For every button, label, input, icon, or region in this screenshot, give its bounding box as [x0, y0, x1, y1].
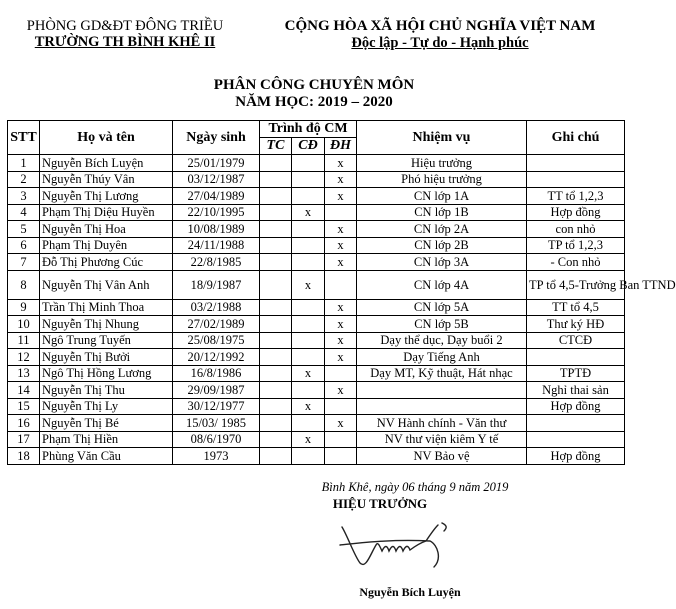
row-stt: 5 [8, 221, 40, 238]
school-name: TRƯỜNG TH BÌNH KHÊ II [34, 34, 216, 50]
row-dob: 03/12/1987 [173, 171, 260, 188]
header-duty: Nhiệm vụ [357, 121, 527, 155]
row-dob: 18/9/1987 [173, 270, 260, 299]
row-cd [292, 221, 325, 238]
row-tc [260, 349, 292, 366]
row-dh [325, 365, 357, 382]
row-stt: 1 [8, 155, 40, 172]
row-dh [325, 270, 357, 299]
row-note [527, 415, 625, 432]
row-name: Đỗ Thị Phương Cúc [40, 254, 173, 271]
row-note: Thư ký HĐ [527, 316, 625, 333]
row-dh [325, 204, 357, 221]
row-duty: Dạy Tiếng Anh [357, 349, 527, 366]
table-row [8, 415, 625, 432]
row-name: Phùng Văn Cầu [40, 448, 173, 465]
row-name: Trần Thị Minh Thoa [40, 299, 173, 316]
row-cd: x [292, 204, 325, 221]
row-dh: x [325, 254, 357, 271]
row-tc [260, 204, 292, 221]
row-tc [260, 188, 292, 205]
row-dob: 1973 [173, 448, 260, 465]
signer-title: HIỆU TRƯỞNG [332, 496, 428, 511]
row-name: Nguyễn Thúy Vân [40, 171, 173, 188]
row-cd [292, 299, 325, 316]
row-duty: CN lớp 4A [357, 270, 527, 299]
table-row [8, 448, 625, 465]
row-note [527, 431, 625, 448]
row-cd [292, 171, 325, 188]
row-note: Nghỉ thai sản [527, 382, 625, 399]
header-level: Trình độ CM [260, 121, 357, 138]
row-tc [260, 270, 292, 299]
row-note: TP tổ 1,2,3 [527, 237, 625, 254]
table-row [8, 155, 625, 172]
row-cd [292, 382, 325, 399]
table-row [8, 171, 625, 188]
row-duty: Phó hiệu trưởng [357, 171, 527, 188]
header-cd: CĐ [292, 138, 325, 155]
row-duty: CN lớp 1B [357, 204, 527, 221]
row-name: Phạm Thị Hiền [40, 431, 173, 448]
header-dob: Ngày sinh [173, 121, 260, 155]
signer-name: Nguyễn Bích Luyện [359, 585, 461, 599]
row-duty [357, 382, 527, 399]
row-stt: 18 [8, 448, 40, 465]
row-duty: CN lớp 5A [357, 299, 527, 316]
table-row [8, 254, 625, 271]
row-note: CTCĐ [527, 332, 625, 349]
row-stt: 2 [8, 171, 40, 188]
table-row [8, 221, 625, 238]
row-stt: 12 [8, 349, 40, 366]
row-dh [325, 448, 357, 465]
row-duty: NV Hành chính - Văn thư [357, 415, 527, 432]
row-dob: 25/01/1979 [173, 155, 260, 172]
row-name: Nguyễn Thị Ly [40, 398, 173, 415]
row-stt: 13 [8, 365, 40, 382]
row-dh: x [325, 382, 357, 399]
row-cd [292, 188, 325, 205]
row-dh: x [325, 316, 357, 333]
row-cd [292, 448, 325, 465]
row-dob: 30/12/1977 [173, 398, 260, 415]
row-duty: Dạy MT, Kỹ thuật, Hát nhạc [357, 365, 527, 382]
row-dh: x [325, 188, 357, 205]
row-note: con nhỏ [527, 221, 625, 238]
place-date: Bình Khê, ngày 06 tháng 9 năm 2019 [321, 480, 509, 494]
row-tc [260, 332, 292, 349]
row-dob: 16/8/1986 [173, 365, 260, 382]
row-stt: 14 [8, 382, 40, 399]
row-tc [260, 382, 292, 399]
row-tc [260, 448, 292, 465]
row-duty: CN lớp 2B [357, 237, 527, 254]
row-cd [292, 415, 325, 432]
row-stt: 8 [8, 270, 40, 299]
header-tc: TC [260, 138, 292, 155]
row-name: Ngô Trung Tuyến [40, 332, 173, 349]
row-dob: 22/10/1995 [173, 204, 260, 221]
table-row [8, 365, 625, 382]
row-cd: x [292, 365, 325, 382]
table-row [8, 204, 625, 221]
row-stt: 9 [8, 299, 40, 316]
row-note: - Con nhỏ [527, 254, 625, 271]
row-note [527, 155, 625, 172]
header-dh: ĐH [325, 138, 357, 155]
row-note [527, 349, 625, 366]
row-duty: NV Bảo vệ [357, 448, 527, 465]
row-duty: Hiệu trưởng [357, 155, 527, 172]
row-note: Hợp đồng [527, 448, 625, 465]
row-duty: Dạy thể dục, Dạy buổi 2 [357, 332, 527, 349]
row-dh: x [325, 155, 357, 172]
table-row [8, 431, 625, 448]
row-dob: 25/08/1975 [173, 332, 260, 349]
table-row [8, 316, 625, 333]
row-tc [260, 237, 292, 254]
row-name: Nguyễn Thị Bé [40, 415, 173, 432]
row-tc [260, 171, 292, 188]
row-stt: 4 [8, 204, 40, 221]
row-cd [292, 254, 325, 271]
row-tc [260, 254, 292, 271]
row-dob: 29/09/1987 [173, 382, 260, 399]
row-tc [260, 398, 292, 415]
row-name: Nguyễn Thị Hoa [40, 221, 173, 238]
row-note: TP tổ 4,5-Trưởng Ban TTND [527, 270, 625, 299]
row-stt: 7 [8, 254, 40, 271]
row-duty: CN lớp 2A [357, 221, 527, 238]
row-dh: x [325, 349, 357, 366]
row-duty [357, 398, 527, 415]
row-dob: 03/2/1988 [173, 299, 260, 316]
row-dob: 15/03/ 1985 [173, 415, 260, 432]
table-row [8, 398, 625, 415]
row-name: Nguyễn Bích Luyện [40, 155, 173, 172]
row-tc [260, 155, 292, 172]
row-name: Nguyễn Thị Nhung [40, 316, 173, 333]
row-name: Nguyễn Thị Lương [40, 188, 173, 205]
row-name: Ngô Thị Hồng Lương [40, 365, 173, 382]
row-tc [260, 365, 292, 382]
row-dob: 20/12/1992 [173, 349, 260, 366]
row-dob: 08/6/1970 [173, 431, 260, 448]
agency-header [0, 18, 250, 50]
row-cd [292, 332, 325, 349]
table-row [8, 299, 625, 316]
motto: Độc lập - Tự do - Hạnh phúc [351, 35, 529, 51]
document-title: PHÂN CÔNG CHUYÊN MÔN [213, 77, 415, 93]
row-cd: x [292, 270, 325, 299]
row-dob: 27/04/1989 [173, 188, 260, 205]
table-row [8, 270, 625, 299]
row-note: TT tổ 4,5 [527, 299, 625, 316]
row-tc [260, 415, 292, 432]
row-stt: 3 [8, 188, 40, 205]
table-row [8, 332, 625, 349]
row-stt: 15 [8, 398, 40, 415]
header-name: Họ và tên [40, 121, 173, 155]
row-dob: 10/08/1989 [173, 221, 260, 238]
row-tc [260, 221, 292, 238]
row-cd [292, 155, 325, 172]
row-cd [292, 349, 325, 366]
table-row [8, 188, 625, 205]
row-name: Phạm Thị Duyên [40, 237, 173, 254]
row-duty: CN lớp 1A [357, 188, 527, 205]
header-stt: STT [8, 121, 40, 155]
row-note: Hợp đồng [527, 398, 625, 415]
row-dh: x [325, 415, 357, 432]
row-dob: 24/11/1988 [173, 237, 260, 254]
row-tc [260, 299, 292, 316]
row-name: Nguyễn Thị Bưởi [40, 349, 173, 366]
handwritten-signature [330, 515, 460, 575]
table-row [8, 237, 625, 254]
row-note: TT tổ 1,2,3 [527, 188, 625, 205]
row-name: Nguyễn Thị Vân Anh [40, 270, 173, 299]
row-dh: x [325, 332, 357, 349]
country-name: CỘNG HÒA XÃ HỘI CHỦ NGHĨA VIỆT NAM [284, 18, 596, 34]
row-stt: 17 [8, 431, 40, 448]
row-dob: 27/02/1989 [173, 316, 260, 333]
row-tc [260, 316, 292, 333]
row-stt: 6 [8, 237, 40, 254]
department-name: PHÒNG GD&ĐT ĐÔNG TRIỀU [26, 18, 224, 34]
row-dh [325, 431, 357, 448]
row-stt: 11 [8, 332, 40, 349]
row-note: TPTĐ [527, 365, 625, 382]
row-cd [292, 316, 325, 333]
header-note: Ghi chú [527, 121, 625, 155]
row-dh: x [325, 221, 357, 238]
row-name: Phạm Thị Diệu Huyền [40, 204, 173, 221]
table-row [8, 382, 625, 399]
assignment-table [7, 120, 676, 465]
table-row [8, 349, 625, 366]
row-duty: CN lớp 5B [357, 316, 527, 333]
row-cd: x [292, 431, 325, 448]
row-cd: x [292, 398, 325, 415]
row-stt: 10 [8, 316, 40, 333]
national-header [255, 18, 625, 52]
row-dh: x [325, 237, 357, 254]
row-cd [292, 237, 325, 254]
row-dh: x [325, 299, 357, 316]
row-dh [325, 398, 357, 415]
row-dob: 22/8/1985 [173, 254, 260, 271]
row-duty: NV thư viện kiêm Y tế [357, 431, 527, 448]
row-note: Hợp đồng [527, 204, 625, 221]
school-year: NĂM HỌC: 2019 – 2020 [235, 94, 393, 110]
row-name: Nguyễn Thị Thu [40, 382, 173, 399]
row-duty: CN lớp 3A [357, 254, 527, 271]
table-body [8, 155, 676, 465]
row-stt: 16 [8, 415, 40, 432]
row-tc [260, 431, 292, 448]
row-dh: x [325, 171, 357, 188]
row-note [527, 171, 625, 188]
